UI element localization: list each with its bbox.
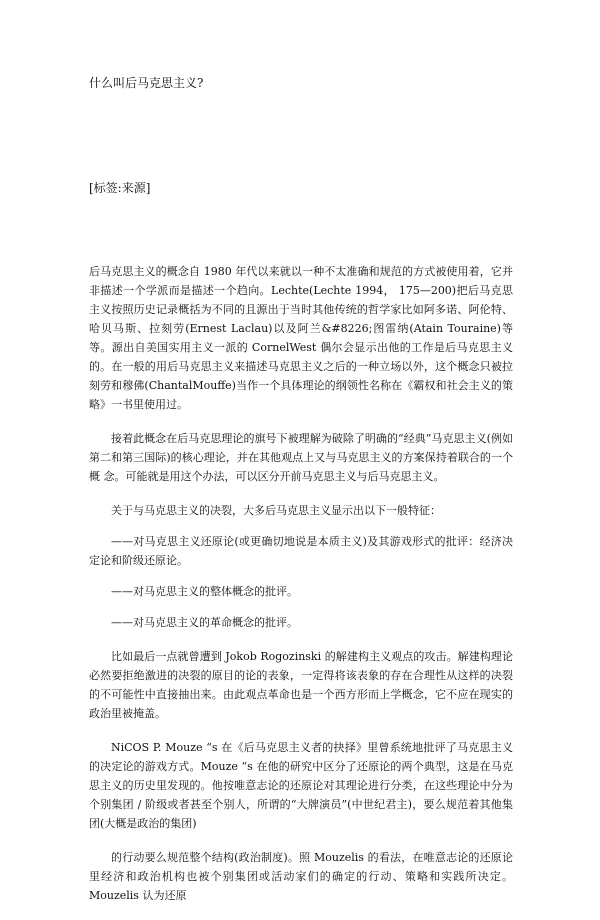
article-body [89, 262, 513, 920]
list-item: ——对马克思主义的整体概念的批评。 [111, 585, 298, 598]
document-title: 什么叫后马克思主义? [89, 76, 204, 90]
paragraph: 后马克思主义的概念自 1980 年代以来就以一种不太准确和规范的方式被使用着，它并 非描述一个学派而是描述一个趋向。Lechte(Lechte 1994， 175—200)把后马克思主义按照历史记录概括为不同的且源出于当时其他传统的哲学家比如阿多诺、阿伦特、哈贝马斯、拉刻劳(Ernest Laclau)以及阿兰&#8226;图雷纳(Atain Touraine)等等。源出自美国实用主义一派的 CornelWest 偶尔会显示出他的工作是后马克思主义的。在一般的用后马克思主义来描述马克思主义之后的一种立场以外，这个概念只被拉刻劳和穆佛(ChantalMouffe)当作一个具体理论的纲领性名称在《霸权和社会主义的策略》一书里使用过。 [89, 265, 513, 411]
paragraph: 关于与马克思主义的决裂，大多后马克思主义显示出以下一般特征： [111, 504, 441, 517]
paragraph: 的行动要么规范整个结构(政治制度)。照 Mouzelis 的看法，在唯意志论的还原论里经济和政治机构也被个别集团或活动家们的确定的行动、策略和实践所决定。Mouzelis 认为还原 [89, 851, 513, 902]
list-item: ——对马克思主义的革命概念的批评。 [111, 616, 298, 629]
list-item: ——对马克思主义还原论(或更确切地说是本质主义)及其游戏形式的批评：经济决定论和阶级还原论。 [89, 535, 513, 567]
tag-label: [标签:来源] [89, 181, 151, 195]
paragraph: 接着此概念在后马克思理论的旗号下被理解为破除了明确的“经典”马克思主义(例如 第二和第三国际)的核心理论，并在其他观点上又与马克思主义的方案保持着联合的一个概 念。可能就是用这个办法，可以区分开前马克思主义与后马克思主义。 [89, 432, 513, 483]
paragraph: NiCOS P. Mouze “s 在《后马克思主义者的抉择》里曾系统地批评了马克思主义的决定论的游戏方式。Mouze “s 在他的研究中区分了还原论的两个典型，这是在马克思主义的历史里发现的。他按唯意志论的还原论对其理论进行分类，在这些理论中分为个别集团 / 阶级或者甚至个别人，所谓的“大牌演员”(中世纪君主)，要么规范着其他集团(大概是政治的集团) [89, 741, 513, 830]
paragraph: 比如最后一点就曾遭到 Jokob Rogozinski 的解建构主义观点的攻击。解建构理论必然要拒绝激进的决裂的原目的论的表象，一定得将该表象的存在合理性从这样的决裂的不可能性中直接抽出来。由此观点革命也是一个西方形而上学概念，它不应在现实的政治里被掩盖。 [89, 650, 513, 720]
